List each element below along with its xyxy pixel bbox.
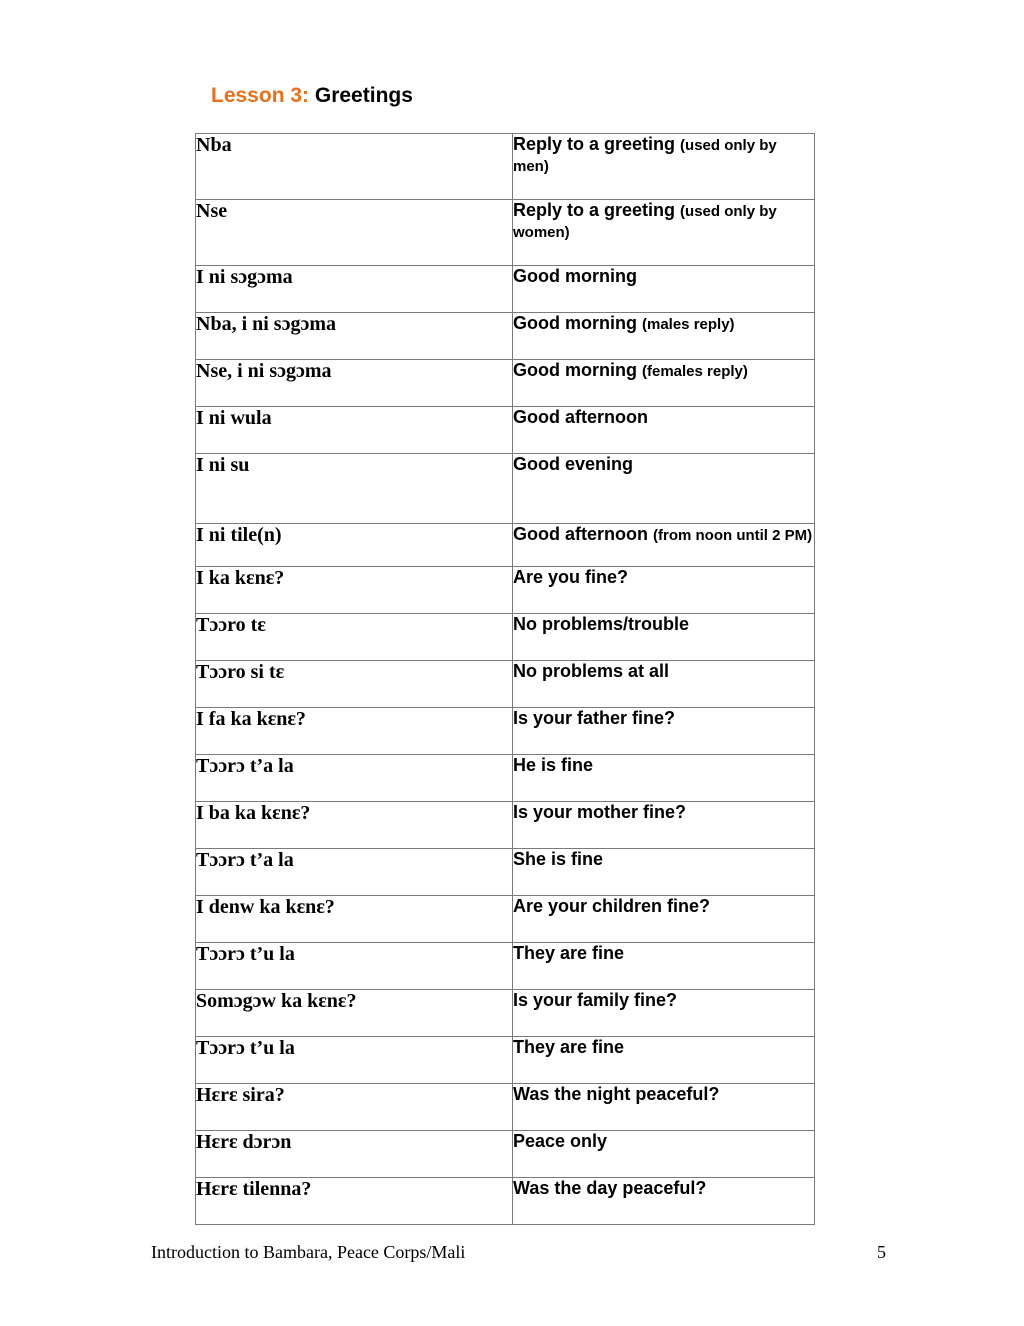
greetings-table-body [196,134,815,1225]
table-row [196,943,815,990]
translation-note: (used only by men) [513,137,777,175]
translation-text: Is your mother fine? [513,802,687,822]
page-title [211,84,413,108]
translation-text: She is fine [513,849,604,869]
bambara-phrase: I fa ka kɛnɛ? [196,708,513,755]
english-translation [513,755,815,802]
table-row [196,849,815,896]
english-translation [513,1037,815,1084]
english-translation [513,313,815,360]
english-translation [513,614,815,661]
greetings-table [195,133,815,1225]
english-translation [513,896,815,943]
bambara-phrase: Nse [196,200,513,266]
translation-note: (males reply) [642,316,735,333]
translation-text: Peace only [513,1131,608,1151]
table-row [196,661,815,708]
table-row [196,567,815,614]
english-translation [513,708,815,755]
english-translation [513,454,815,524]
bambara-phrase: I ni wula [196,407,513,454]
english-translation [513,407,815,454]
translation-note: (females reply) [642,363,748,380]
translation-text: Is your father fine? [513,708,676,728]
translation-text: Reply to a greeting [513,134,676,154]
english-translation [513,200,815,266]
table-row [196,1037,815,1084]
bambara-phrase: Nse, i ni sɔgɔma [196,360,513,407]
translation-text: They are fine [513,1037,625,1057]
table-row [196,360,815,407]
table-row [196,990,815,1037]
translation-text: Is your family fine? [513,990,678,1010]
bambara-phrase: Tɔɔro tɛ [196,614,513,661]
lesson-label: Lesson 3: [211,84,310,107]
bambara-phrase: Hɛrɛ tilenna? [196,1178,513,1225]
translation-text: Good afternoon [513,407,648,427]
english-translation [513,943,815,990]
translation-text: They are fine [513,943,625,963]
translation-text: Was the night peaceful? [513,1084,720,1104]
translation-text: Are you fine? [513,567,629,587]
english-translation [513,1131,815,1178]
table-row [196,200,815,266]
translation-text: Good morning [513,360,637,380]
translation-text: Was the day peaceful? [513,1178,707,1198]
english-translation [513,1084,815,1131]
bambara-phrase: Hɛrɛ sira? [196,1084,513,1131]
table-row [196,313,815,360]
bambara-phrase: Tɔɔro si tɛ [196,661,513,708]
table-row [196,454,815,524]
bambara-phrase: Tɔɔrɔ t’u la [196,943,513,990]
translation-text: Good morning [513,313,637,333]
bambara-phrase: I ka kɛnɛ? [196,567,513,614]
bambara-phrase: Tɔɔrɔ t’a la [196,849,513,896]
english-translation [513,1178,815,1225]
table-row [196,266,815,313]
translation-text: He is fine [513,755,594,775]
translation-text: Good afternoon [513,524,648,544]
lesson-topic: Greetings [314,84,413,107]
footer-source: Introduction to Bambara, Peace Corps/Mali [151,1242,466,1262]
bambara-phrase: Tɔɔrɔ t’a la [196,755,513,802]
table-row [196,134,815,200]
english-translation [513,802,815,849]
english-translation [513,524,815,567]
table-row [196,1178,815,1225]
table-row [196,802,815,849]
bambara-phrase: Hɛrɛ dɔrɔn [196,1131,513,1178]
english-translation [513,849,815,896]
table-row [196,614,815,661]
bambara-phrase: Nba, i ni sɔgɔma [196,313,513,360]
english-translation [513,266,815,313]
table-row [196,1084,815,1131]
translation-text: Reply to a greeting [513,200,676,220]
translation-note: (used only by women) [513,203,777,241]
bambara-phrase: I denw ka kɛnɛ? [196,896,513,943]
english-translation [513,134,815,200]
table-row [196,755,815,802]
table-row [196,896,815,943]
translation-text: Are your children fine? [513,896,711,916]
translation-text: Good evening [513,454,634,474]
bambara-phrase: I ni tile(n) [196,524,513,567]
table-row [196,524,815,567]
bambara-phrase: Nba [196,134,513,200]
english-translation [513,990,815,1037]
translation-text: Good morning [513,266,637,286]
table-row [196,708,815,755]
english-translation [513,661,815,708]
english-translation [513,567,815,614]
bambara-phrase: I ba ka kɛnɛ? [196,802,513,849]
translation-text: No problems/trouble [513,614,690,634]
bambara-phrase: I ni sɔgɔma [196,266,513,313]
bambara-phrase: Tɔɔrɔ t’u la [196,1037,513,1084]
bambara-phrase: Somɔgɔw ka kɛnɛ? [196,990,513,1037]
page-number: 5 [877,1242,886,1262]
translation-note: (from noon until 2 PM) [653,527,813,544]
bambara-phrase: I ni su [196,454,513,524]
table-row [196,407,815,454]
english-translation [513,360,815,407]
table-row [196,1131,815,1178]
translation-text: No problems at all [513,661,670,681]
